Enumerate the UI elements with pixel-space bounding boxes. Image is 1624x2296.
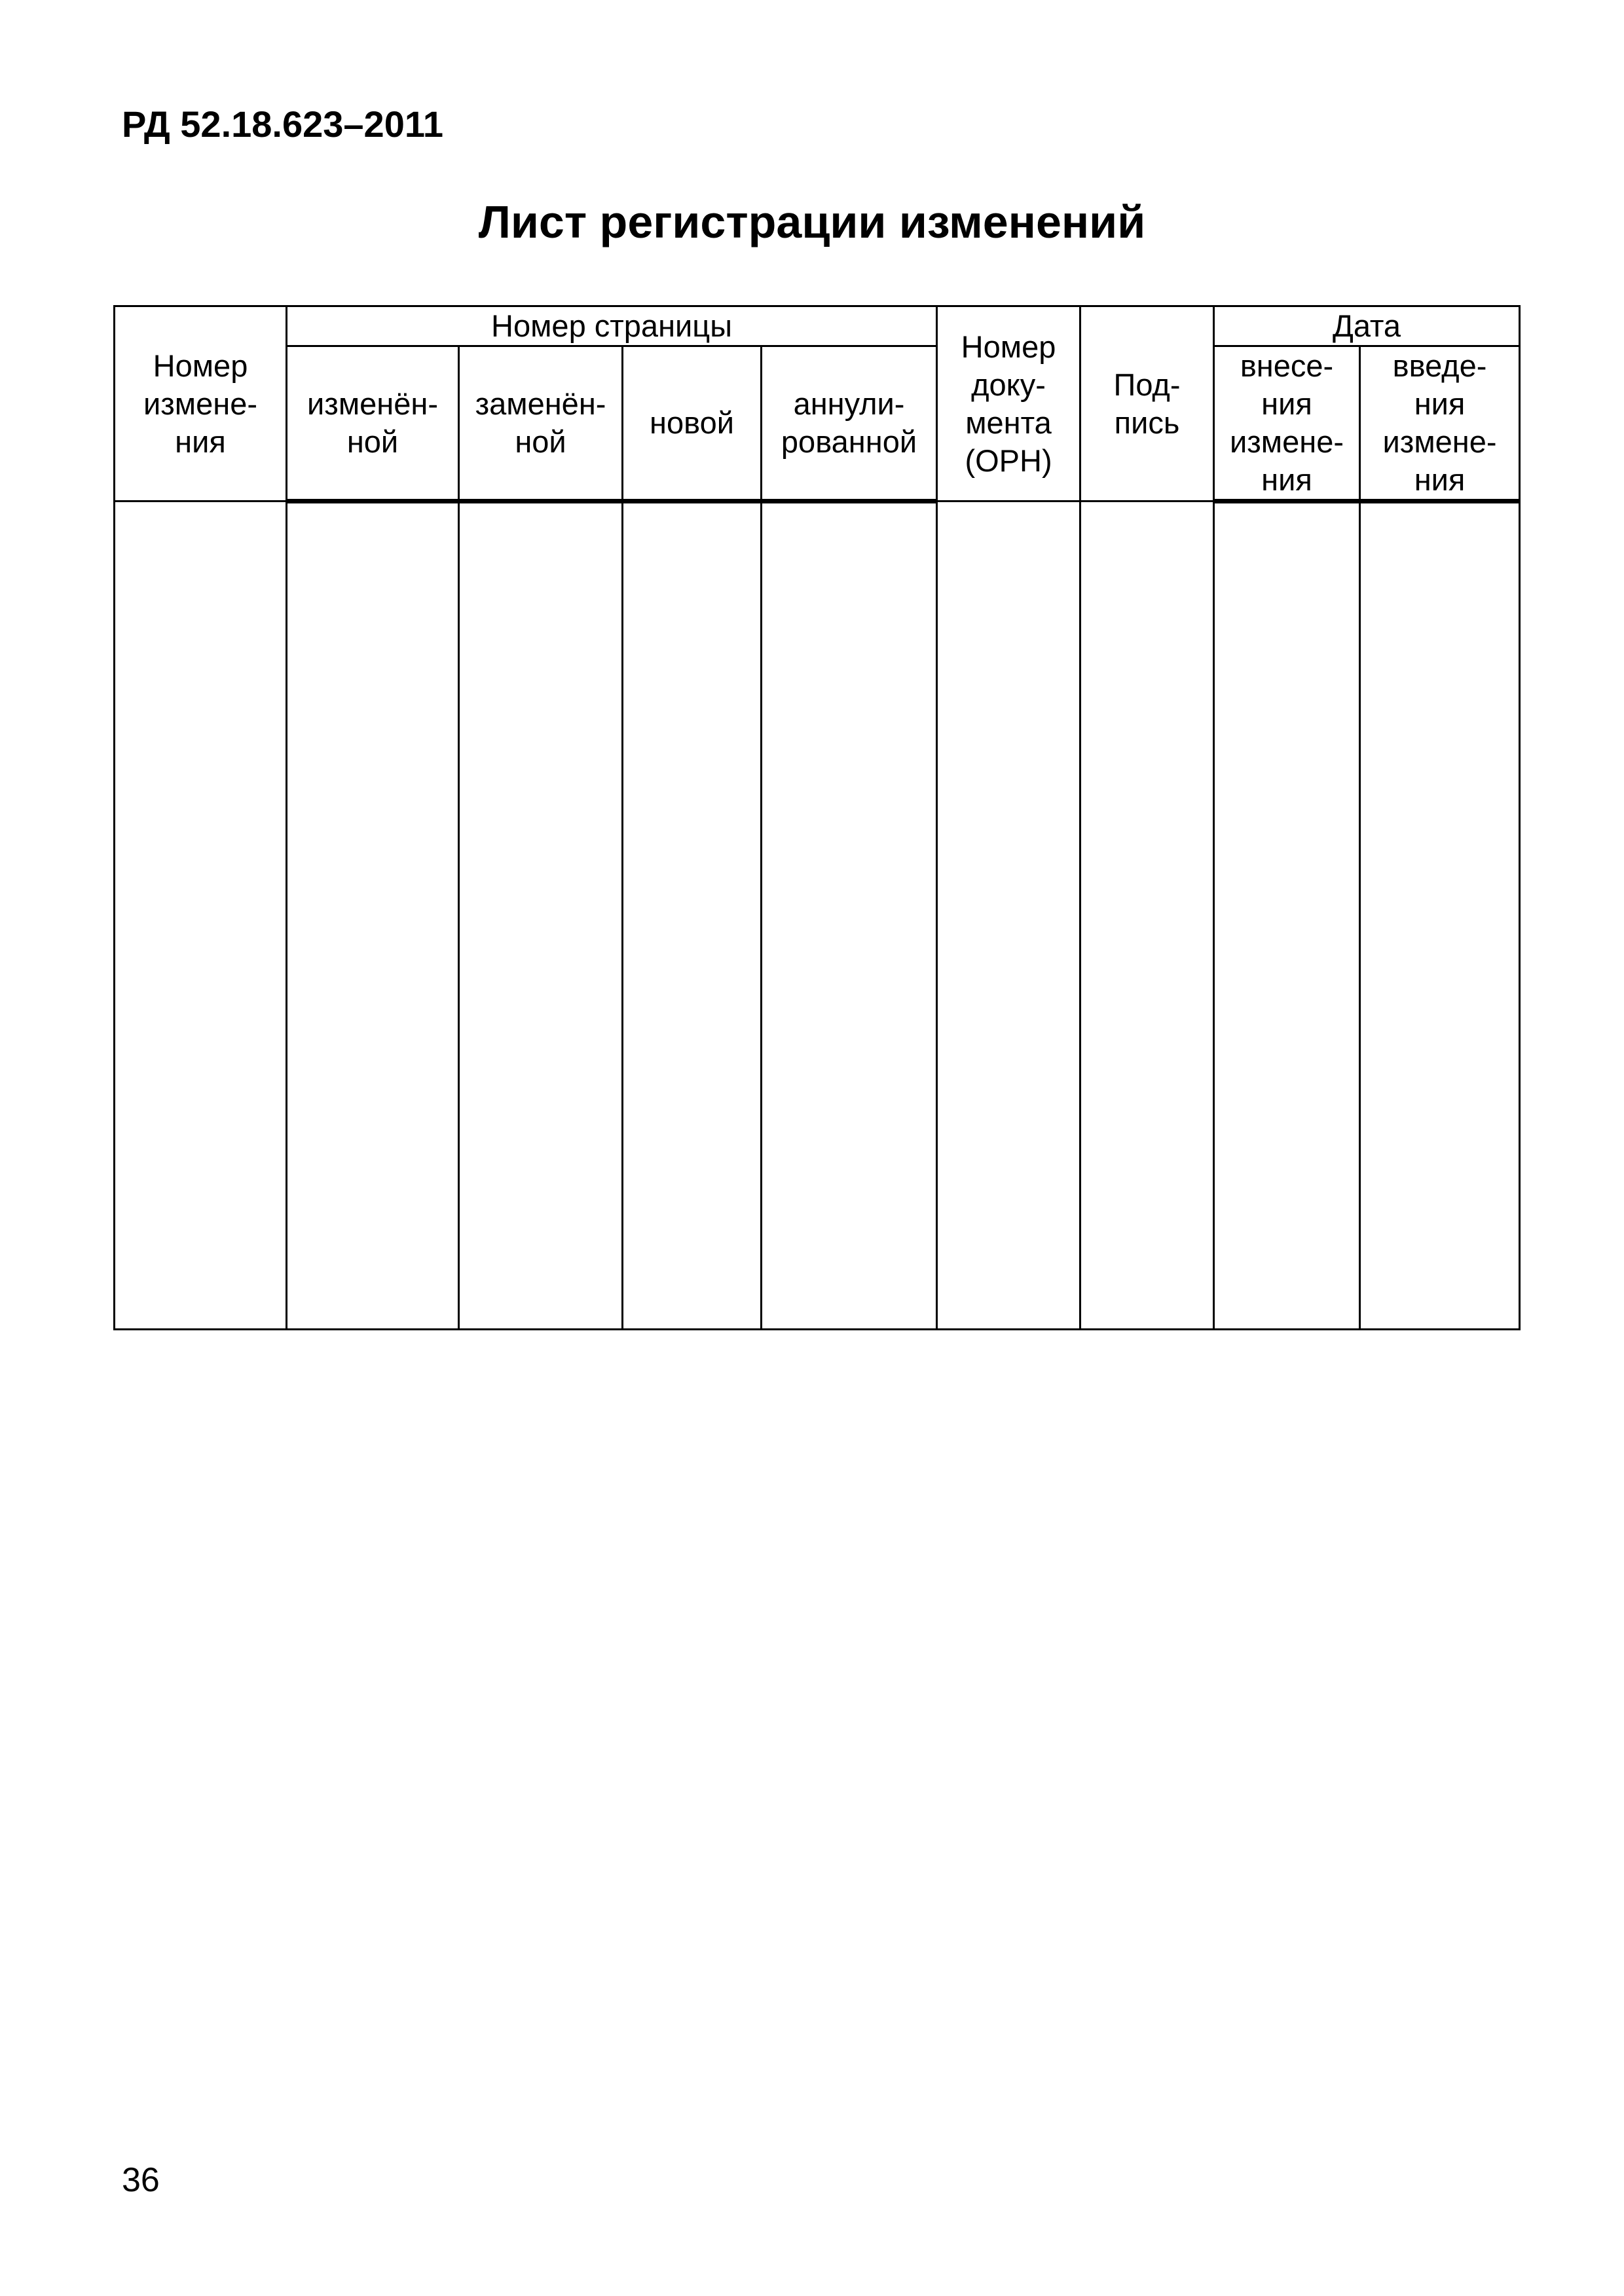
col-header-document-number: Номер доку- мента (ОРН) [937, 306, 1080, 501]
col-header-date-entered: внесе- ния измене- ния [1214, 346, 1360, 501]
table-cell [762, 501, 937, 1330]
table-cell [937, 501, 1080, 1330]
table-cell [1214, 501, 1360, 1330]
page-number: 36 [122, 2161, 160, 2199]
table-cell [115, 501, 287, 1330]
col-header-date-introduced: введе- ния измене- ния [1360, 346, 1520, 501]
table-cell [287, 501, 459, 1330]
col-group-page-number: Номер страницы [287, 306, 937, 346]
table-cell [459, 501, 623, 1330]
page-title: Лист регистрации изменений [478, 196, 1146, 247]
table-row [115, 501, 1520, 1330]
col-header-new-page: новой [623, 346, 762, 501]
col-group-date: Дата [1214, 306, 1520, 346]
table-cell [1360, 501, 1520, 1330]
col-header-change-number: Номер измене- ния [115, 306, 287, 501]
col-header-annulled-page: аннули- рованной [762, 346, 937, 501]
table-cell [623, 501, 762, 1330]
col-header-signature: Под- пись [1080, 306, 1214, 501]
change-registration-table [113, 305, 1521, 1330]
document-code: РД 52.18.623–2011 [122, 103, 444, 145]
col-header-changed-page: изменён- ной [287, 346, 459, 501]
col-header-replaced-page: заменён- ной [459, 346, 623, 501]
table-cell [1080, 501, 1214, 1330]
